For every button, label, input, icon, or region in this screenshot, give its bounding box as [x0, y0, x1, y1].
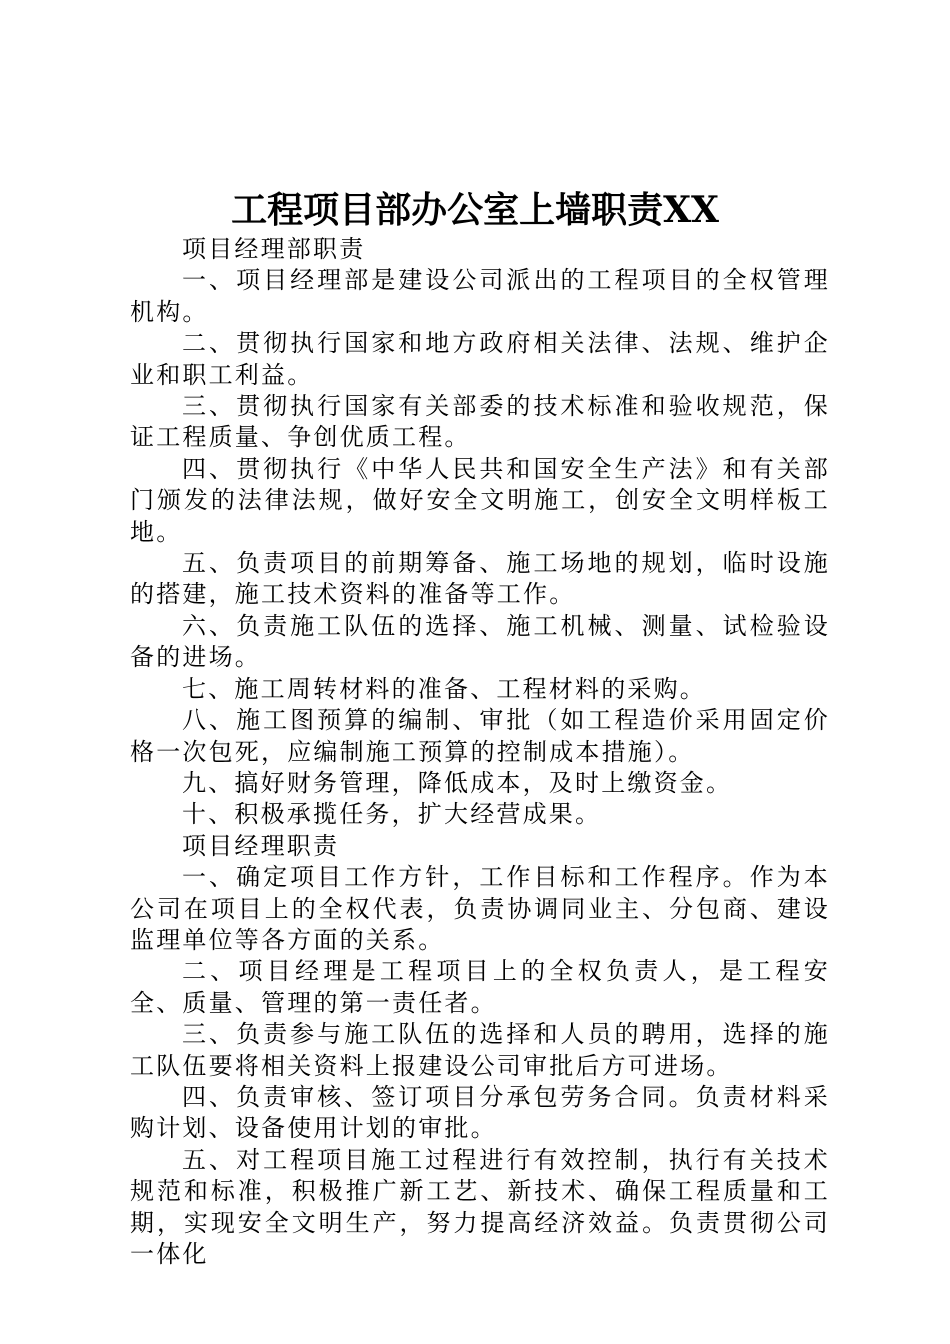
- paragraph: 一、项目经理部是建设公司派出的工程项目的全权管理机构。: [130, 266, 830, 326]
- paragraph: 一、确定项目工作方针，工作目标和工作程序。作为本公司在项目上的全权代表，负责协调同业主、分包商、建设监理单位等各方面的关系。: [130, 863, 830, 954]
- document-body: [130, 234, 830, 1270]
- paragraph: 三、负责参与施工队伍的选择和人员的聘用，选择的施工队伍要将相关资料上报建设公司审批后方可进场。: [130, 1020, 830, 1080]
- paragraph: 七、施工周转材料的准备、工程材料的采购。: [182, 674, 706, 703]
- paragraph: 五、对工程项目施工过程进行有效控制，执行有关技术规范和标准，积极推广新工艺、新技术、确保工程质量和工期，实现安全文明生产，努力提高经济效益。负责贯彻公司一体化: [130, 1145, 830, 1268]
- paragraph: 五、负责项目的前期筹备、施工场地的规划，临时设施的搭建，施工技术资料的准备等工作。: [130, 549, 830, 609]
- paragraph: 二、项目经理是工程项目上的全权负责人，是工程安全、质量、管理的第一责任者。: [130, 957, 830, 1017]
- document-title: 工程项目部办公室上墙职责XX: [231, 189, 719, 231]
- section-heading-department: 项目经理部职责: [182, 235, 366, 263]
- paragraph: 六、负责施工队伍的选择、施工机械、测量、试检验设备的进场。: [130, 611, 830, 672]
- paragraph: 三、贯彻执行国家有关部委的技术标准和验收规范，保证工程质量、争创优质工程。: [130, 392, 830, 452]
- section-heading-manager: 项目经理职责: [182, 831, 340, 860]
- paragraph: 十、积极承揽任务，扩大经营成果。: [182, 800, 602, 829]
- paragraph: 九、搞好财务管理，降低成本，及时上缴资金。: [182, 768, 733, 797]
- paragraph: 四、负责审核、签订项目分承包劳务合同。负责材料采购计划、设备使用计划的审批。: [130, 1082, 830, 1143]
- paragraph: 八、施工图预算的编制、审批（如工程造价采用固定价格一次包死，应编制施工预算的控制成本措施）。: [130, 706, 830, 766]
- paragraph: 四、贯彻执行《中华人民共和国安全生产法》和有关部门颁发的法律法规，做好安全文明施工，创安全文明样板工地。: [130, 454, 830, 546]
- paragraph: 二、贯彻执行国家和地方政府相关法律、法规、维护企业和职工利益。: [130, 329, 830, 389]
